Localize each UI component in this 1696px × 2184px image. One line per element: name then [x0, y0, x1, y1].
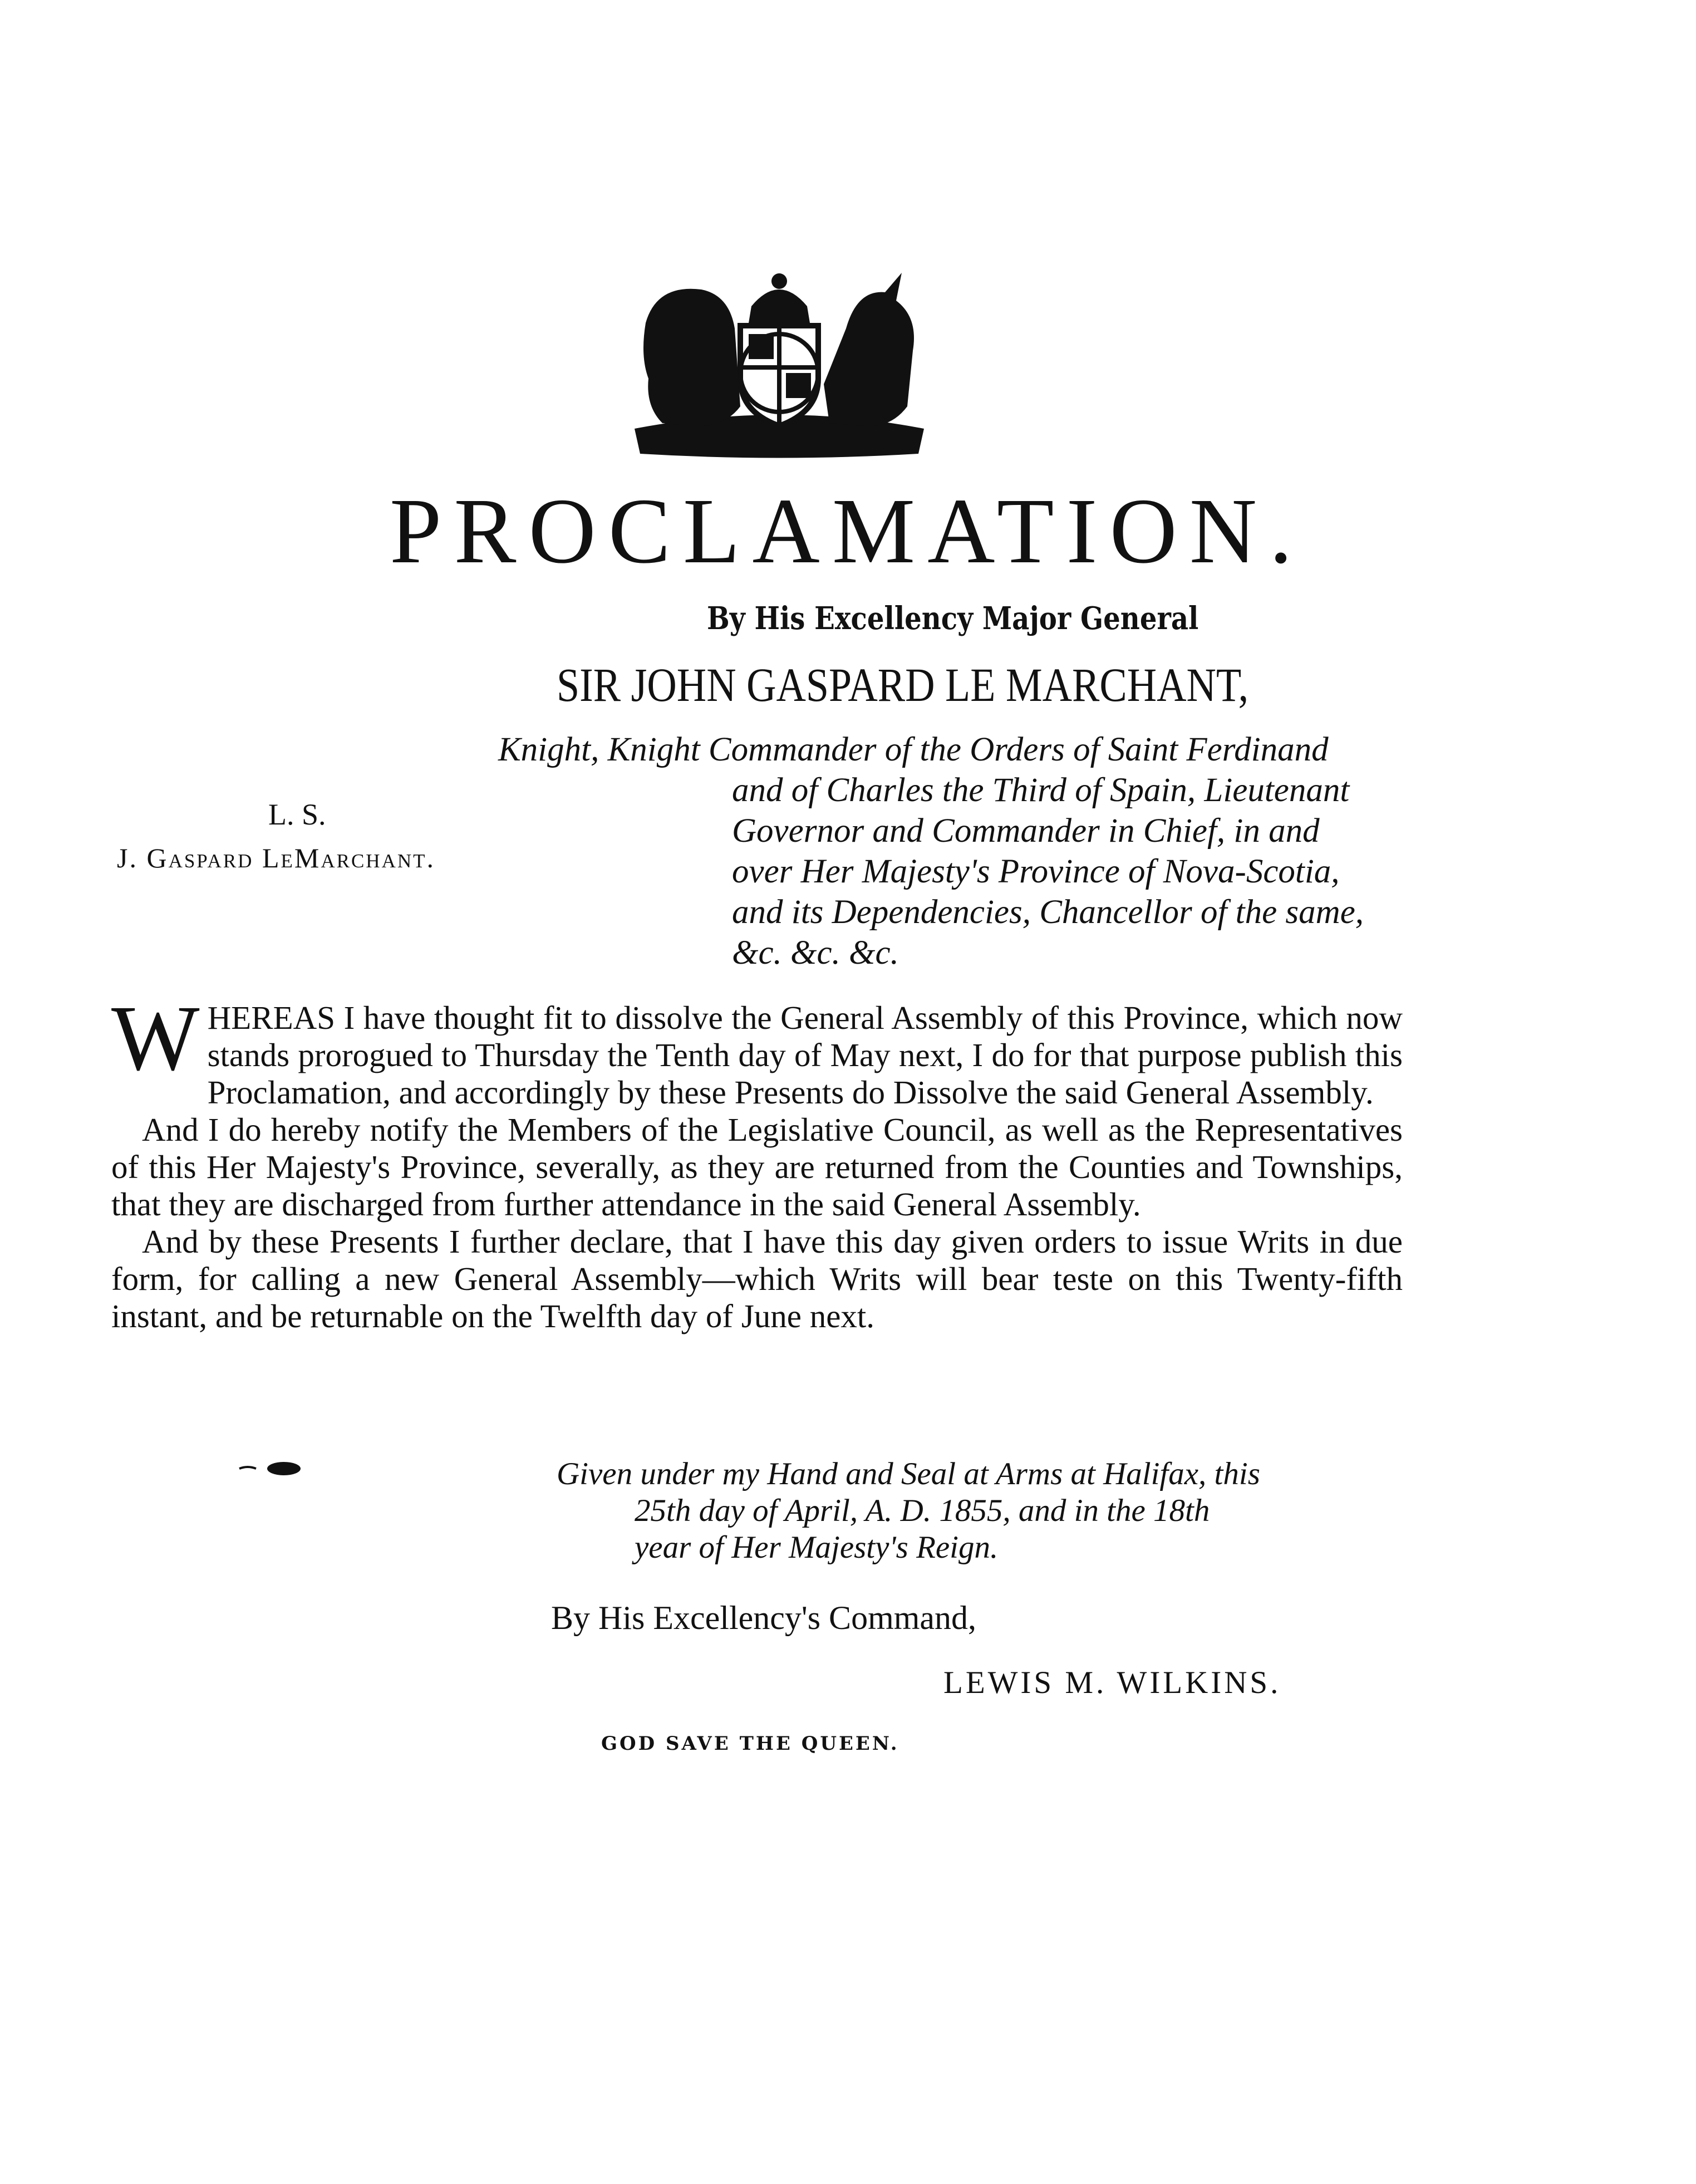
titles-line: and its Dependencies, Chancellor of the same, [732, 894, 1364, 931]
closing-line: GOD SAVE THE QUEEN. [601, 1733, 899, 1755]
locus-sigilli: L. S. [268, 798, 326, 831]
titles-line: &c. &c. &c. [732, 934, 899, 971]
paragraph-notify: And I do hereby notify the Members of the Legislative Council, as well as the Representatives of this Her Majesty's Province, severally, as they are returned from the Counties and Townships, that they are discharged from further attendance in the said General Assembly. [111, 1111, 1403, 1223]
dating-clause [557, 1456, 1403, 1566]
paragraph-writs: And by these Presents I further declare, that I have this day given orders to issue Writs in due form, for calling a new General Assembly—which Writs will bear teste on this Twenty-fifth instant, and be returnable on the Twelfth day of June next. [111, 1223, 1403, 1334]
command-line: By His Excellency's Command, [551, 1599, 977, 1636]
page-title: PROCLAMATION. [390, 479, 1305, 583]
titles-line: Knight, Knight Commander of the Orders of Saint Ferdinand [498, 731, 1329, 768]
titles-line: Governor and Commander in Chief, in and [732, 812, 1320, 850]
royal-coat-of-arms-icon [623, 262, 935, 462]
secretary-signature: LEWIS M. WILKINS. [943, 1665, 1281, 1700]
drop-cap: W [111, 987, 200, 1090]
ink-mark-icon [237, 1460, 309, 1478]
byline: By His Excellency Major General [707, 600, 1199, 637]
titles-line: and of Charles the Third of Spain, Lieutenant [732, 772, 1350, 809]
proclamation-body [111, 987, 1403, 1335]
paragraph-dissolve: WHEREAS I have thought fit to dissolve the General Assembly of this Province, which now stands prorogued to Thursday the Tenth day of May next, I do for that purpose publish this Proclamation, and accordingly by these Presents do Dissolve the said General Assembly. [111, 987, 1403, 1111]
given-line: 25th day of April, A. D. 1855, and in the 18th [635, 1493, 1210, 1528]
titles-line: over Her Majesty's Province of Nova-Scotia, [732, 853, 1340, 890]
given-line: year of Her Majesty's Reign. [635, 1530, 999, 1565]
governor-titles [498, 729, 1411, 973]
governor-signature: J. Gaspard LeMarchant. [117, 842, 436, 873]
given-line: Given under my Hand and Seal at Arms at Halifax, this [557, 1456, 1260, 1491]
governor-name: SIR JOHN GASPARD LE MARCHANT, [557, 658, 1249, 711]
